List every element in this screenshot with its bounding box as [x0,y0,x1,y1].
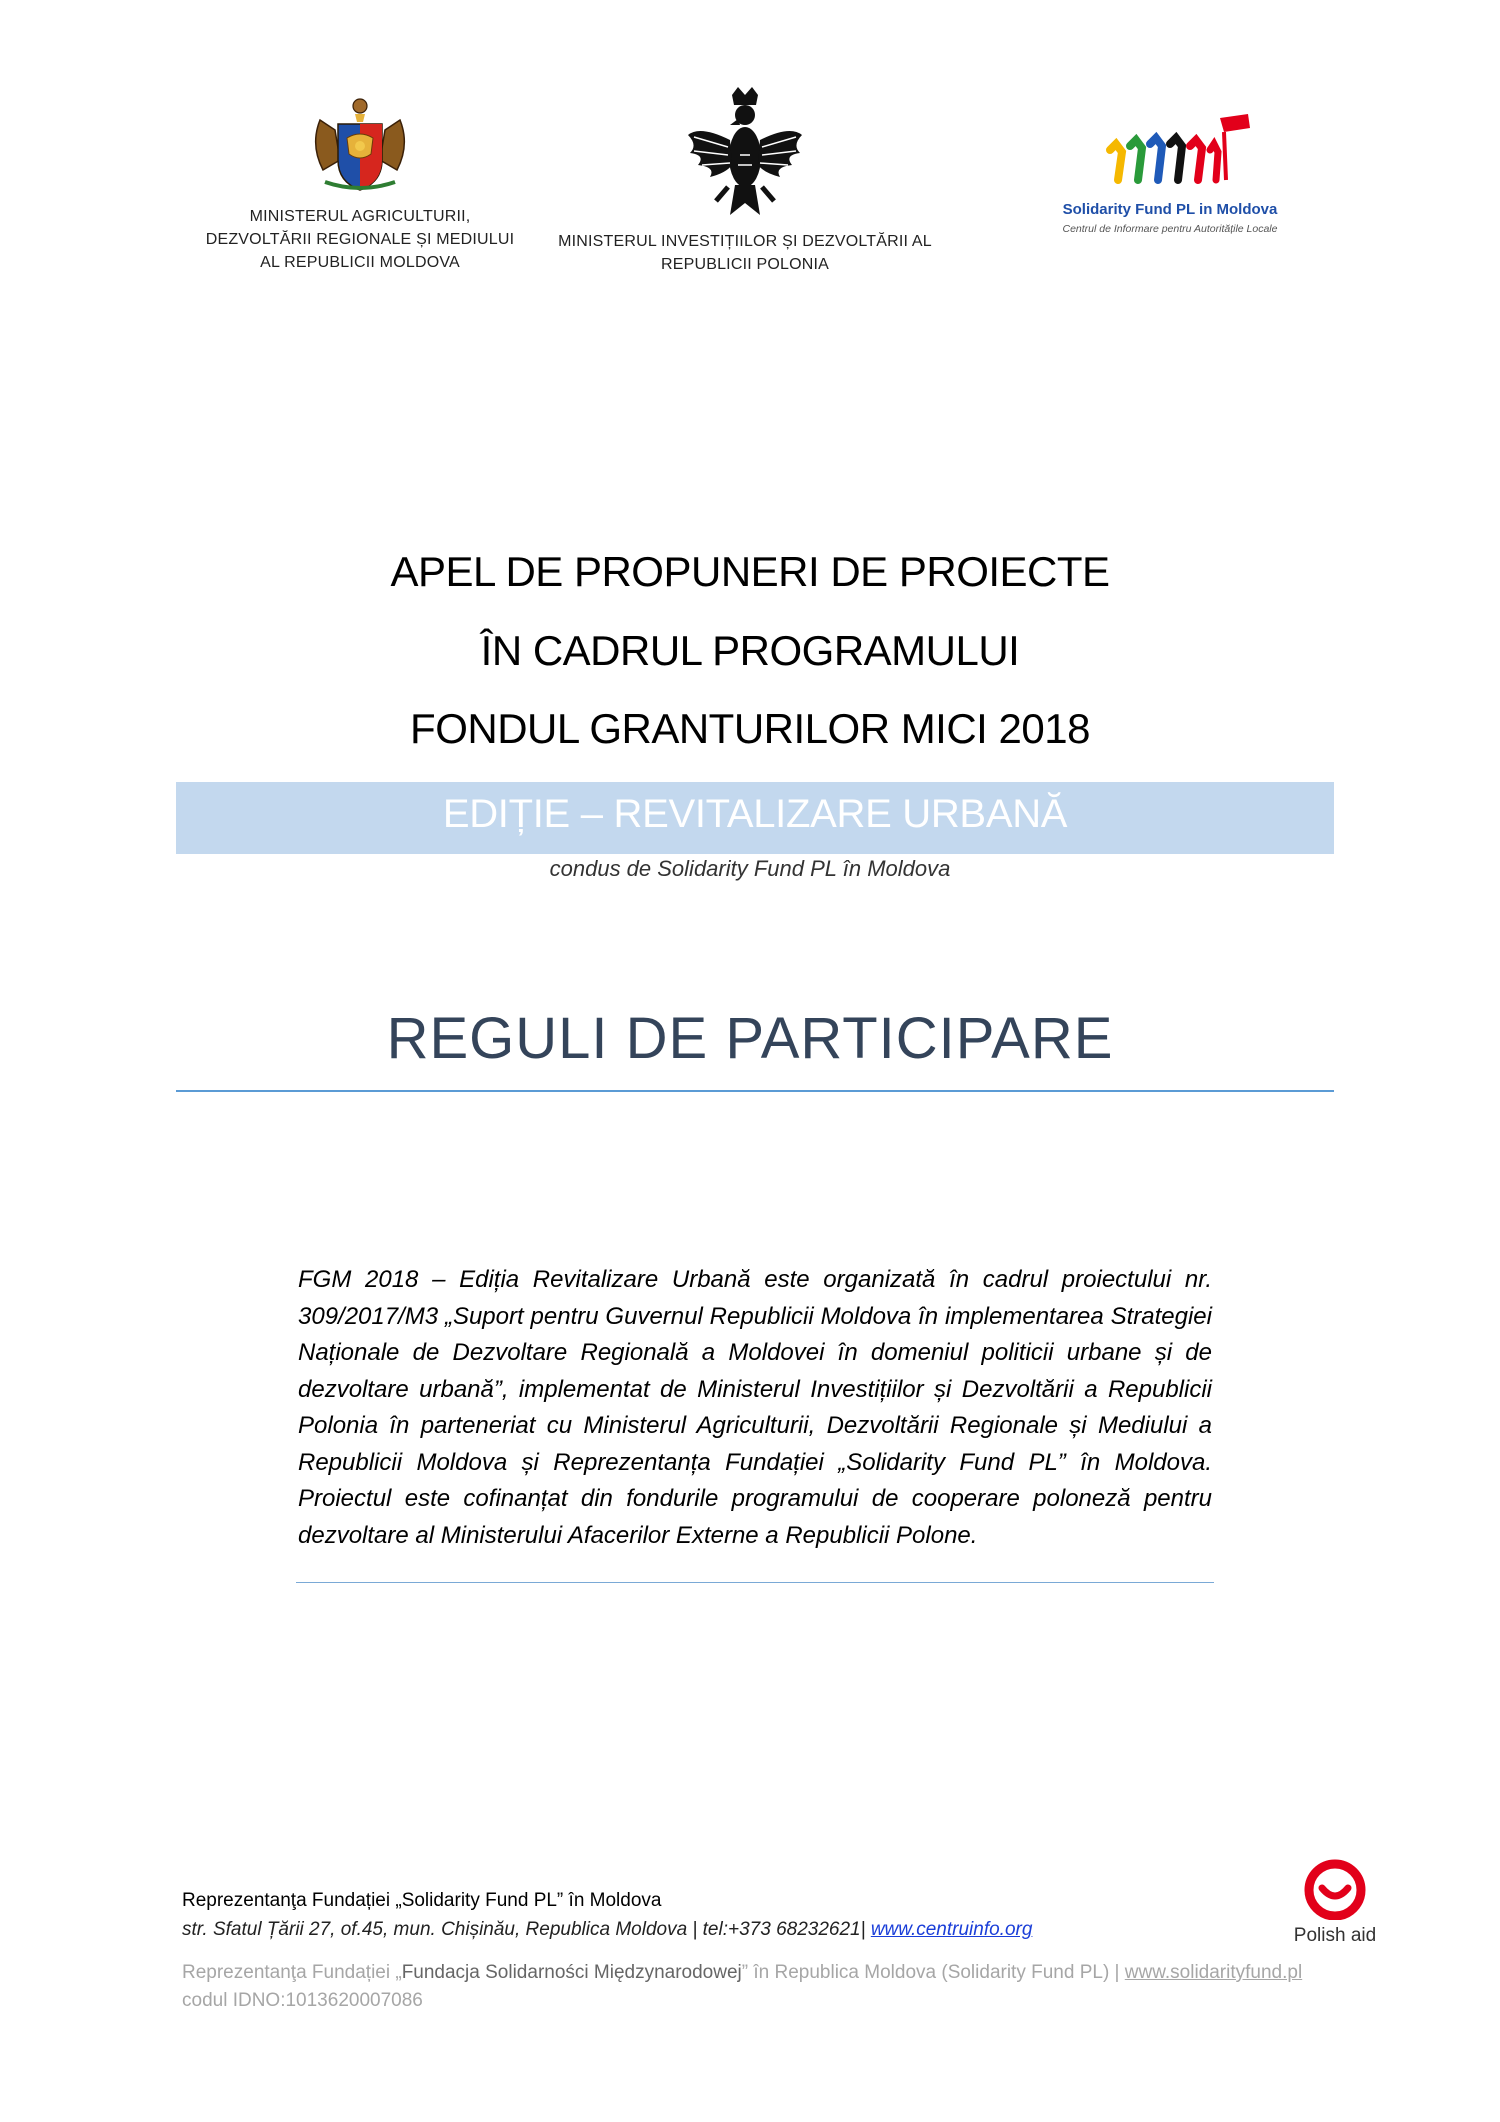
moldova-ministry-line-1: MINISTERUL AGRICULTURII, [249,208,471,225]
led-by-subtitle: condus de Solidarity Fund PL în Moldova [549,856,951,881]
footer-organization: Reprezentanţa Fundației „Solidarity Fund PL” în Moldova [182,1890,662,1911]
paragraph-divider [296,1582,1214,1583]
title-line-2: ÎN CADRUL PROGRAMULUI [480,627,1020,674]
title-line-3: FONDUL GRANTURILOR MICI 2018 [410,705,1090,752]
moldova-ministry-line-3: AL REPUBLICII MOLDOVA [260,254,460,271]
poland-ministry-line-1: MINISTERUL INVESTIȚIILOR ȘI DEZVOLTĂRII AL [558,233,932,250]
footer-address [182,1919,1032,1941]
footer-address-text: str. Sfatul Țării 27, of.45, mun. Chișinău, Republica Moldova | tel:+373 68232621| [182,1919,866,1940]
footer-legal-suffix: ” în Republica Moldova (Solidarity Fund PL) | [741,1962,1120,1983]
moldova-ministry-line-2: DEZVOLTĂRII REGIONALE ȘI MEDIULUI [205,231,515,248]
polish-aid-logo [1280,1858,1390,1947]
poland-ministry-line-2: REPUBLICII POLONIA [660,256,830,273]
polish-aid-icon [1290,1858,1380,1920]
rules-heading: REGULI DE PARTICIPARE [386,1006,1114,1071]
moldova-ministry-caption [195,205,525,274]
solidarity-fund-name: Solidarity Fund PL in Moldova [1062,201,1278,218]
footer-idno: codul IDNO:1013620007086 [182,1990,423,2011]
moldova-coat-of-arms-icon [305,90,415,200]
solidarity-fund-logo-icon [1050,110,1290,250]
poland-ministry-logo [545,85,945,276]
heading-divider [176,1090,1334,1092]
footer-legal-prefix: Reprezentanţa Fundației „ [182,1962,402,1983]
footer-solidarityfund-link[interactable]: www.solidarityfund.pl [1124,1962,1303,1983]
polish-eagle-icon [680,85,810,225]
polish-aid-label: Polish aid [1293,1925,1377,1946]
solidarity-fund-subtitle: Centrul de Informare pentru Autoritățile Locale [1062,223,1278,235]
footer-legal [182,1962,1412,1984]
moldova-ministry-logo [195,90,525,274]
footer-website-link[interactable]: www.centruinfo.org [870,1919,1033,1940]
edition-title: EDIȚIE – REVITALIZARE URBANĂ [442,792,1068,836]
title-line-1: APEL DE PROPUNERI DE PROIECTE [390,548,1110,595]
footer-legal-name: Fundacja Solidarności Międzynarodowej [401,1962,742,1983]
solidarity-fund-logo [1020,110,1320,255]
poland-ministry-caption [545,230,945,276]
intro-paragraph: FGM 2018 – Ediția Revitalizare Urbană este organizată în cadrul proiectului nr. 309/2017/M3 „Suport pentru Guvernul Republicii Moldova în implementarea Strategiei Naționale de Dezvoltare Regională a Moldovei în domeniul politicii urbane și de dezvoltare urbană”, implementat de Ministerul Investițiilor și Dezvoltării a Republicii Polonia în parteneriat cu Ministerul Agriculturii, Dezvoltării Regionale și Mediului a Republicii Moldova și Reprezentanța Fundației „Solidarity Fund PL” în Moldova. Proiectul este cofinanțat din fondurile programului de cooperare poloneză pentru dezvoltare al Ministerului Afacerilor Externe a Republicii Polone. [298,1266,1212,1549]
edition-banner [176,782,1334,854]
